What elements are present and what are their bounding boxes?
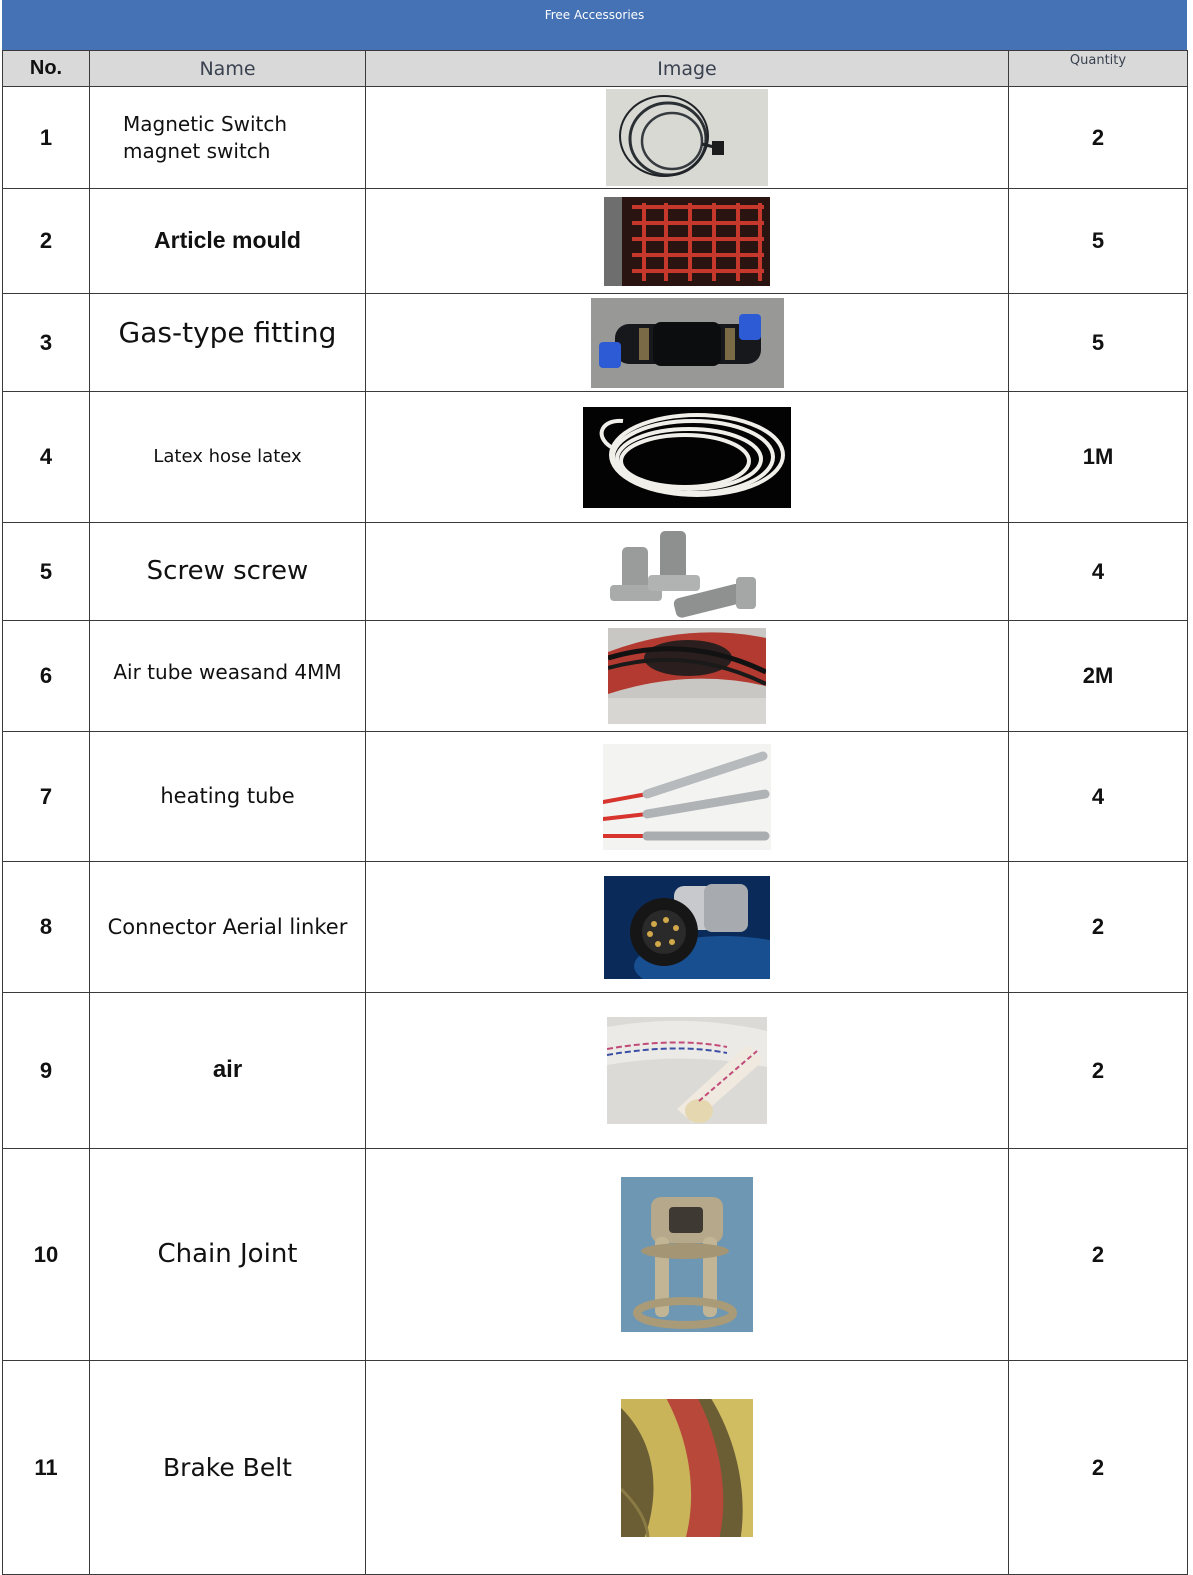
item-name: heating tube <box>90 732 366 862</box>
column-header-name: Name <box>90 51 366 87</box>
row-number: 5 <box>3 523 90 621</box>
row-number: 6 <box>3 621 90 732</box>
item-name: Chain Joint <box>90 1149 366 1361</box>
screw-photo <box>604 525 770 619</box>
row-number: 10 <box>3 1149 90 1361</box>
sheet-title: Free Accessories <box>2 0 1187 50</box>
item-image-cell <box>366 732 1009 862</box>
row-number: 9 <box>3 993 90 1149</box>
column-header-no: No. <box>3 51 90 87</box>
table-row <box>3 621 1188 732</box>
table-row <box>3 862 1188 993</box>
latex-hose-photo <box>583 407 791 508</box>
item-name-line: Magnetic Switch <box>123 111 288 136</box>
item-image-cell <box>366 993 1009 1149</box>
row-number: 3 <box>3 294 90 392</box>
item-name: air <box>90 993 366 1149</box>
item-image-cell <box>366 1361 1009 1575</box>
air-tube-photo <box>608 628 766 724</box>
table-row <box>3 993 1188 1149</box>
accessories-table <box>2 50 1188 1575</box>
item-quantity: 2 <box>1009 1361 1188 1575</box>
row-number: 2 <box>3 189 90 294</box>
item-image-cell <box>366 189 1009 294</box>
table-row <box>3 392 1188 523</box>
row-number: 11 <box>3 1361 90 1575</box>
article-mould-photo <box>604 197 770 286</box>
item-name: Brake Belt <box>90 1361 366 1575</box>
table-row <box>3 523 1188 621</box>
chain-joint-photo <box>621 1177 753 1332</box>
column-header-quantity: Quantity <box>1009 51 1188 87</box>
item-quantity: 2 <box>1009 87 1188 189</box>
table-row <box>3 189 1188 294</box>
item-name: Gas-type fitting <box>90 294 366 392</box>
row-number: 8 <box>3 862 90 993</box>
accessories-sheet <box>2 0 1187 1575</box>
table-row <box>3 1361 1188 1575</box>
brake-belt-photo <box>621 1399 753 1537</box>
heating-tube-photo <box>603 744 771 850</box>
item-image-cell <box>366 392 1009 523</box>
item-name: Article mould <box>90 189 366 294</box>
table-row <box>3 732 1188 862</box>
column-header-image: Image <box>366 51 1009 87</box>
item-name-line: magnet switch <box>123 138 271 163</box>
magnetic-switch-photo <box>606 89 768 186</box>
item-image-cell <box>366 862 1009 993</box>
item-image-cell <box>366 621 1009 732</box>
item-image-cell <box>366 87 1009 189</box>
row-number: 7 <box>3 732 90 862</box>
item-quantity: 5 <box>1009 294 1188 392</box>
item-quantity: 2 <box>1009 1149 1188 1361</box>
item-quantity: 5 <box>1009 189 1188 294</box>
item-quantity: 4 <box>1009 732 1188 862</box>
table-row <box>3 294 1188 392</box>
row-number: 4 <box>3 392 90 523</box>
item-image-cell <box>366 523 1009 621</box>
item-quantity: 4 <box>1009 523 1188 621</box>
table-row <box>3 1149 1188 1361</box>
item-name: Air tube weasand 4MM <box>90 621 366 732</box>
item-name: Screw screw <box>90 523 366 621</box>
item-name: Connector Aerial linker <box>90 862 366 993</box>
table-header-row <box>3 51 1188 87</box>
item-quantity: 2 <box>1009 862 1188 993</box>
item-name <box>90 87 366 189</box>
gas-fitting-photo <box>591 298 784 388</box>
item-quantity: 2M <box>1009 621 1188 732</box>
air-hose-photo <box>607 1017 767 1124</box>
table-row <box>3 87 1188 189</box>
item-image-cell <box>366 1149 1009 1361</box>
item-quantity: 1M <box>1009 392 1188 523</box>
item-image-cell <box>366 294 1009 392</box>
item-quantity: 2 <box>1009 993 1188 1149</box>
row-number: 1 <box>3 87 90 189</box>
item-name: Latex hose latex <box>90 392 366 523</box>
aerial-connector-photo <box>604 876 770 979</box>
